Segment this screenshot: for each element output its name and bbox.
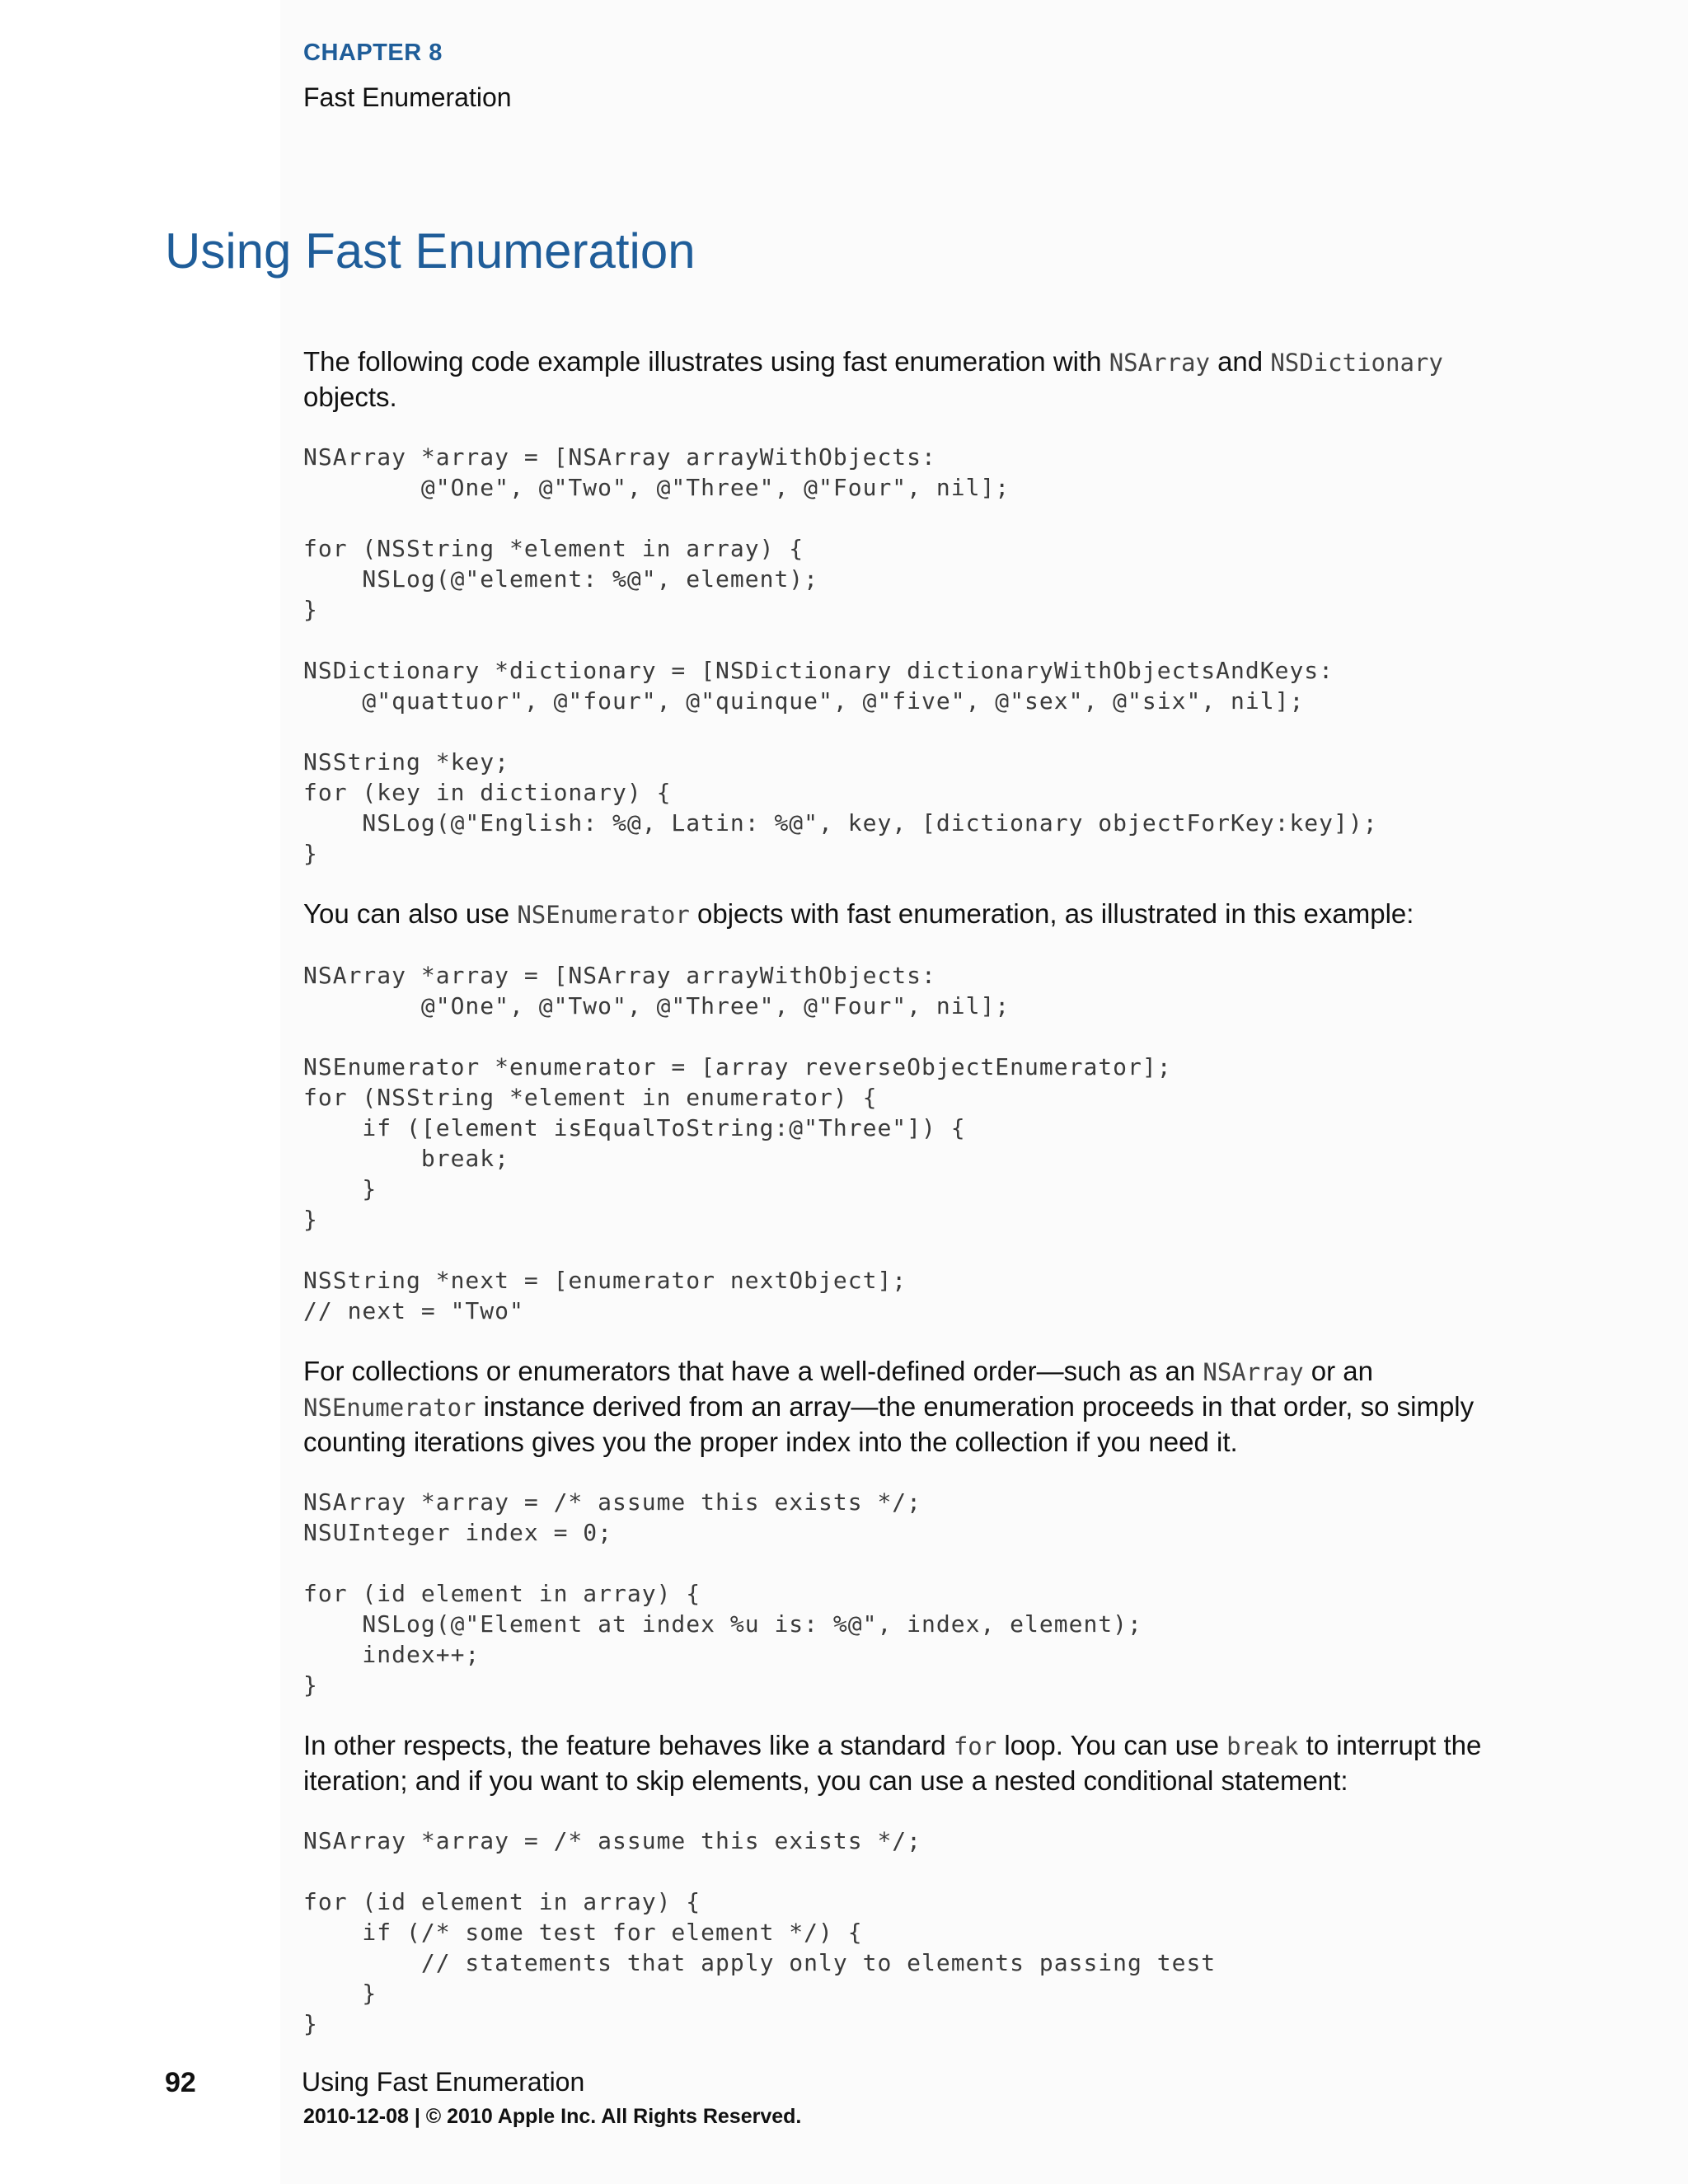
inline-code: break bbox=[1226, 1732, 1299, 1760]
paragraph-4 bbox=[303, 1728, 1531, 1797]
paragraph-1 bbox=[303, 344, 1531, 414]
footer-copyright: 2010-12-08 | © 2010 Apple Inc. All Rights Reserved. bbox=[303, 2105, 802, 2128]
paragraph-text: to interrupt the iteration; and if you want to skip elements, you can use a nested conditional statement: bbox=[303, 1730, 1482, 1796]
chapter-label: CHAPTER 8 bbox=[303, 40, 443, 66]
code-listing-3: NSArray *array = /* assume this exists */; NSUInteger index = 0; for (id element in array) { NSLog(@"Element at index %u is: %@", index, element); index++; } bbox=[303, 1488, 1142, 1699]
paragraph-text: loop. You can use bbox=[996, 1730, 1227, 1760]
paragraph-text: The following code example illustrates using fast enumeration with bbox=[303, 346, 1109, 377]
inline-code: NSEnumerator bbox=[303, 1394, 476, 1422]
paragraph-text: and bbox=[1209, 346, 1271, 377]
inline-code: for bbox=[953, 1732, 997, 1760]
code-listing-4: NSArray *array = /* assume this exists */; for (id element in array) { if (/* some test for element */) { // statements that apply only to elements passing test } } bbox=[303, 1827, 1217, 2037]
paragraph-text: In other respects, the feature behaves like a standard bbox=[303, 1730, 954, 1760]
chapter-title: Fast Enumeration bbox=[303, 82, 512, 112]
inline-code: NSArray bbox=[1109, 349, 1210, 377]
page-number: 92 bbox=[165, 2067, 196, 2098]
inline-code: NSEnumerator bbox=[517, 901, 690, 929]
paragraph-3 bbox=[303, 1354, 1531, 1459]
code-listing-1: NSArray *array = [NSArray arrayWithObjects: @"One", @"Two", @"Three", @"Four", nil]; for (NSString *element in array) { NSLog(@"element: %@", element); } NSDictionary *dictionary = [NSDictionary dictionaryWithObjectsAndKeys: @"quattuor", @"four", @"quinque", @"five", @"sex", @"six", nil]; NSString *key; for (key in dictionary) { NSLog(@"English: %@, Latin: %@", key, [dictionary objectForKey:key]); } bbox=[303, 443, 1378, 867]
section-title: Using Fast Enumeration bbox=[165, 223, 696, 279]
main-content bbox=[303, 344, 1531, 2067]
paragraph-text: objects with fast enumeration, as illustrated in this example: bbox=[689, 898, 1414, 929]
paragraph-text: For collections or enumerators that have a well-defined order—such as an bbox=[303, 1356, 1203, 1386]
inline-code: NSDictionary bbox=[1270, 349, 1443, 377]
inline-code: NSArray bbox=[1203, 1358, 1304, 1386]
footer-title: Using Fast Enumeration bbox=[302, 2067, 585, 2097]
paragraph-text: You can also use bbox=[303, 898, 518, 929]
code-listing-2: NSArray *array = [NSArray arrayWithObjects: @"One", @"Two", @"Three", @"Four", nil]; NSEnumerator *enumerator = [array reverseObjectEnumerator]; for (NSString *element in enumerator) { if ([element isEqualToString:@"Three"]) { break; } } NSString *next = [enumerator nextObject]; // next = "Two" bbox=[303, 962, 1172, 1324]
paragraph-text: instance derived from an array—the enumeration proceeds in that order, so simply counting iterations gives you the proper index into the collection if you need it. bbox=[303, 1391, 1475, 1457]
paragraph-2 bbox=[303, 897, 1531, 932]
paragraph-text: objects. bbox=[303, 382, 397, 412]
paragraph-text: or an bbox=[1303, 1356, 1373, 1386]
